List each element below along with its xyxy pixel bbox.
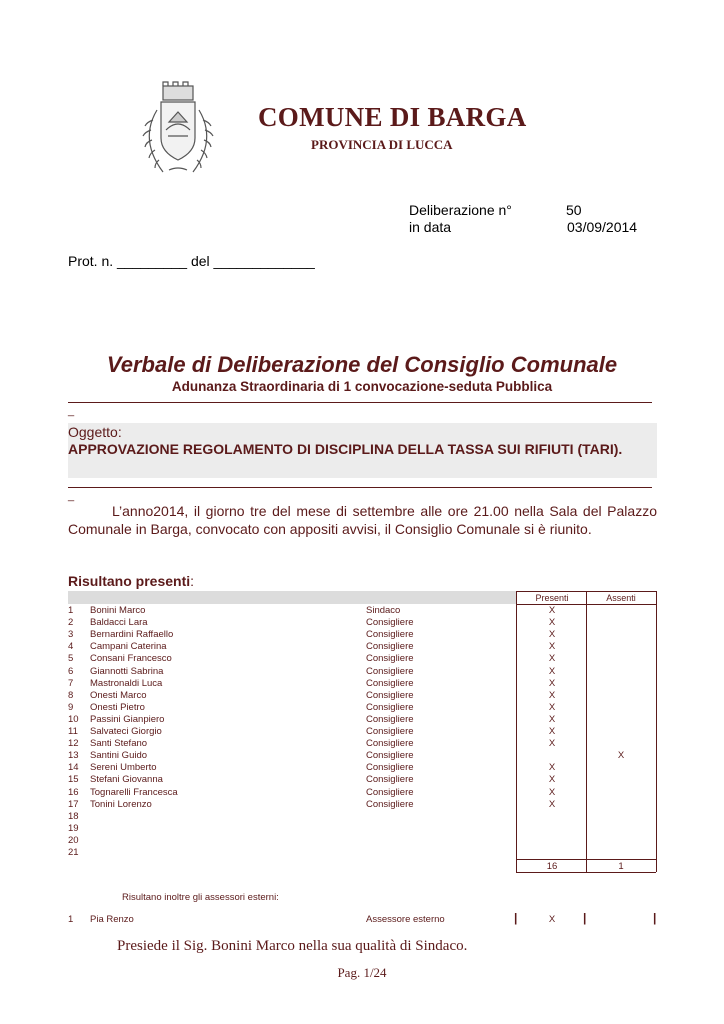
intro-paragraph: L’anno2014, il giorno tre del mese di settembre alle ore 21.00 nella Sala del Palazzo Comunale in Barga, convocato con appositi avvisi, il Consiglio Comunale si è riunito.	[68, 503, 657, 537]
member-name: Stefani Giovanna	[90, 774, 163, 786]
assente-mark: X	[617, 750, 625, 762]
member-name: Tognarelli Francesca	[90, 786, 178, 798]
member-role: Consigliere	[366, 750, 414, 762]
member-name: Santi Stefano	[90, 738, 148, 750]
divider	[68, 402, 652, 403]
oggetto-text: APPROVAZIONE REGOLAMENTO DI DISCIPLINA DELLA TASSA SUI RIFIUTI (TARI).	[68, 441, 623, 457]
row-number: 2	[68, 617, 74, 629]
presente-mark: X	[548, 677, 556, 689]
presente-mark: X	[548, 629, 556, 641]
row-number: 18	[68, 810, 79, 822]
separator: |	[514, 911, 518, 925]
member-name: Giannotti Sabrina	[90, 665, 164, 677]
row-number: 3	[68, 629, 74, 641]
member-role: Consigliere	[366, 665, 414, 677]
member-name: Baldacci Lara	[90, 617, 148, 629]
member-role: Consigliere	[366, 713, 414, 725]
document-title: Verbale di Deliberazione del Consiglio Comunale	[106, 352, 618, 377]
presente-mark: X	[548, 774, 556, 786]
presenti-heading	[68, 573, 194, 589]
member-name: Bernardini Raffaello	[90, 629, 174, 641]
divider-dash: _	[68, 405, 75, 417]
presente-mark: X	[548, 665, 556, 677]
row-number: 1	[68, 605, 74, 616]
presente-mark: X	[548, 798, 556, 810]
member-role: Consigliere	[366, 798, 414, 810]
row-number: 12	[68, 738, 79, 750]
adunanza-subtitle: Adunanza Straordinaria di 1 convocazione-seduta Pubblica	[171, 379, 553, 394]
deliberazione-number: 50	[566, 202, 582, 218]
page-number: Pag. 1/24	[337, 965, 387, 980]
row-number: 9	[68, 701, 74, 713]
presente-mark: X	[548, 689, 556, 701]
presiede-line: Presiede il Sig. Bonini Marco nella sua qualità di Sindaco.	[117, 938, 468, 954]
divider-dash: _	[68, 490, 75, 502]
table-header-bar	[68, 591, 516, 604]
row-number: 8	[68, 689, 74, 701]
presente-mark: X	[548, 701, 556, 713]
presente-mark: X	[548, 914, 556, 925]
row-number: 10	[68, 713, 79, 725]
member-name: Santini Guido	[90, 750, 148, 762]
row-number: 13	[68, 750, 79, 762]
member-name: Pia Renzo	[90, 914, 134, 925]
assessori-label: Risultano inoltre gli assessori esterni:	[122, 892, 279, 903]
row-number: 11	[68, 726, 78, 737]
row-number: 14	[68, 762, 79, 774]
row-number: 20	[68, 834, 79, 846]
member-name: Onesti Pietro	[90, 701, 145, 713]
row-number: 6	[68, 665, 74, 677]
row-number: 16	[68, 786, 79, 798]
member-role: Consigliere	[366, 786, 414, 798]
member-name: Onesti Marco	[90, 689, 147, 701]
row-number: 17	[68, 798, 79, 810]
column-header-presenti: Presenti	[535, 593, 569, 603]
member-role: Consigliere	[366, 762, 414, 774]
deliberazione-date-label: in data	[409, 219, 452, 235]
presente-mark: X	[548, 641, 556, 653]
member-role: Consigliere	[366, 726, 414, 737]
member-role: Consigliere	[366, 641, 414, 653]
member-role: Consigliere	[366, 701, 414, 713]
presente-mark: X	[548, 617, 556, 629]
member-name: Campani Caterina	[90, 641, 167, 653]
oggetto-label: Oggetto:	[68, 424, 122, 440]
presenti-heading-colon: :	[190, 573, 195, 589]
member-role: Consigliere	[366, 617, 414, 629]
member-role: Consigliere	[366, 689, 414, 701]
member-name: Consani Francesco	[90, 653, 172, 665]
presente-mark: X	[548, 738, 556, 750]
deliberazione-date: 03/09/2014	[567, 219, 638, 235]
presente-mark: X	[548, 726, 556, 737]
member-role: Consigliere	[366, 653, 414, 665]
presente-mark: X	[548, 786, 556, 798]
comune-title: COMUNE DI BARGA	[258, 102, 527, 132]
row-number: 5	[68, 653, 74, 665]
member-role: Sindaco	[366, 605, 401, 616]
row-number: 15	[68, 774, 79, 786]
separator: |	[653, 911, 657, 925]
row-number: 1	[68, 914, 74, 925]
presente-mark: X	[548, 605, 556, 616]
member-name: Tonini Lorenzo	[90, 798, 152, 810]
total-assenti: 1	[618, 861, 624, 872]
deliberazione-number-label: Deliberazione n°	[409, 202, 512, 218]
member-role: Consigliere	[366, 629, 414, 641]
member-role: Consigliere	[366, 774, 414, 786]
presente-mark: X	[548, 762, 556, 774]
member-name: Mastronaldi Luca	[90, 677, 163, 689]
coat-of-arms-icon	[135, 80, 221, 180]
total-presenti: 16	[546, 861, 558, 872]
member-name: Salvateci Giorgio	[90, 726, 162, 737]
row-number: 21	[68, 847, 79, 858]
divider	[68, 487, 652, 488]
presente-mark: X	[548, 713, 556, 725]
row-number: 19	[68, 822, 79, 834]
member-role: Assessore esterno	[366, 914, 445, 925]
provincia-subtitle: PROVINCIA DI LUCCA	[311, 137, 453, 152]
separator: |	[583, 911, 587, 925]
presenti-heading-text: Risultano presenti	[68, 573, 191, 589]
member-name: Passini Gianpiero	[90, 713, 165, 725]
member-role: Consigliere	[366, 677, 414, 689]
row-number: 4	[68, 641, 74, 653]
member-role: Consigliere	[366, 738, 414, 750]
member-name: Sereni Umberto	[90, 762, 157, 774]
row-number: 7	[68, 677, 74, 689]
column-header-assenti: Assenti	[606, 593, 636, 603]
protocollo-line: Prot. n. _________ del _____________	[68, 253, 315, 269]
presente-mark: X	[548, 653, 556, 665]
member-name: Bonini Marco	[90, 605, 146, 616]
